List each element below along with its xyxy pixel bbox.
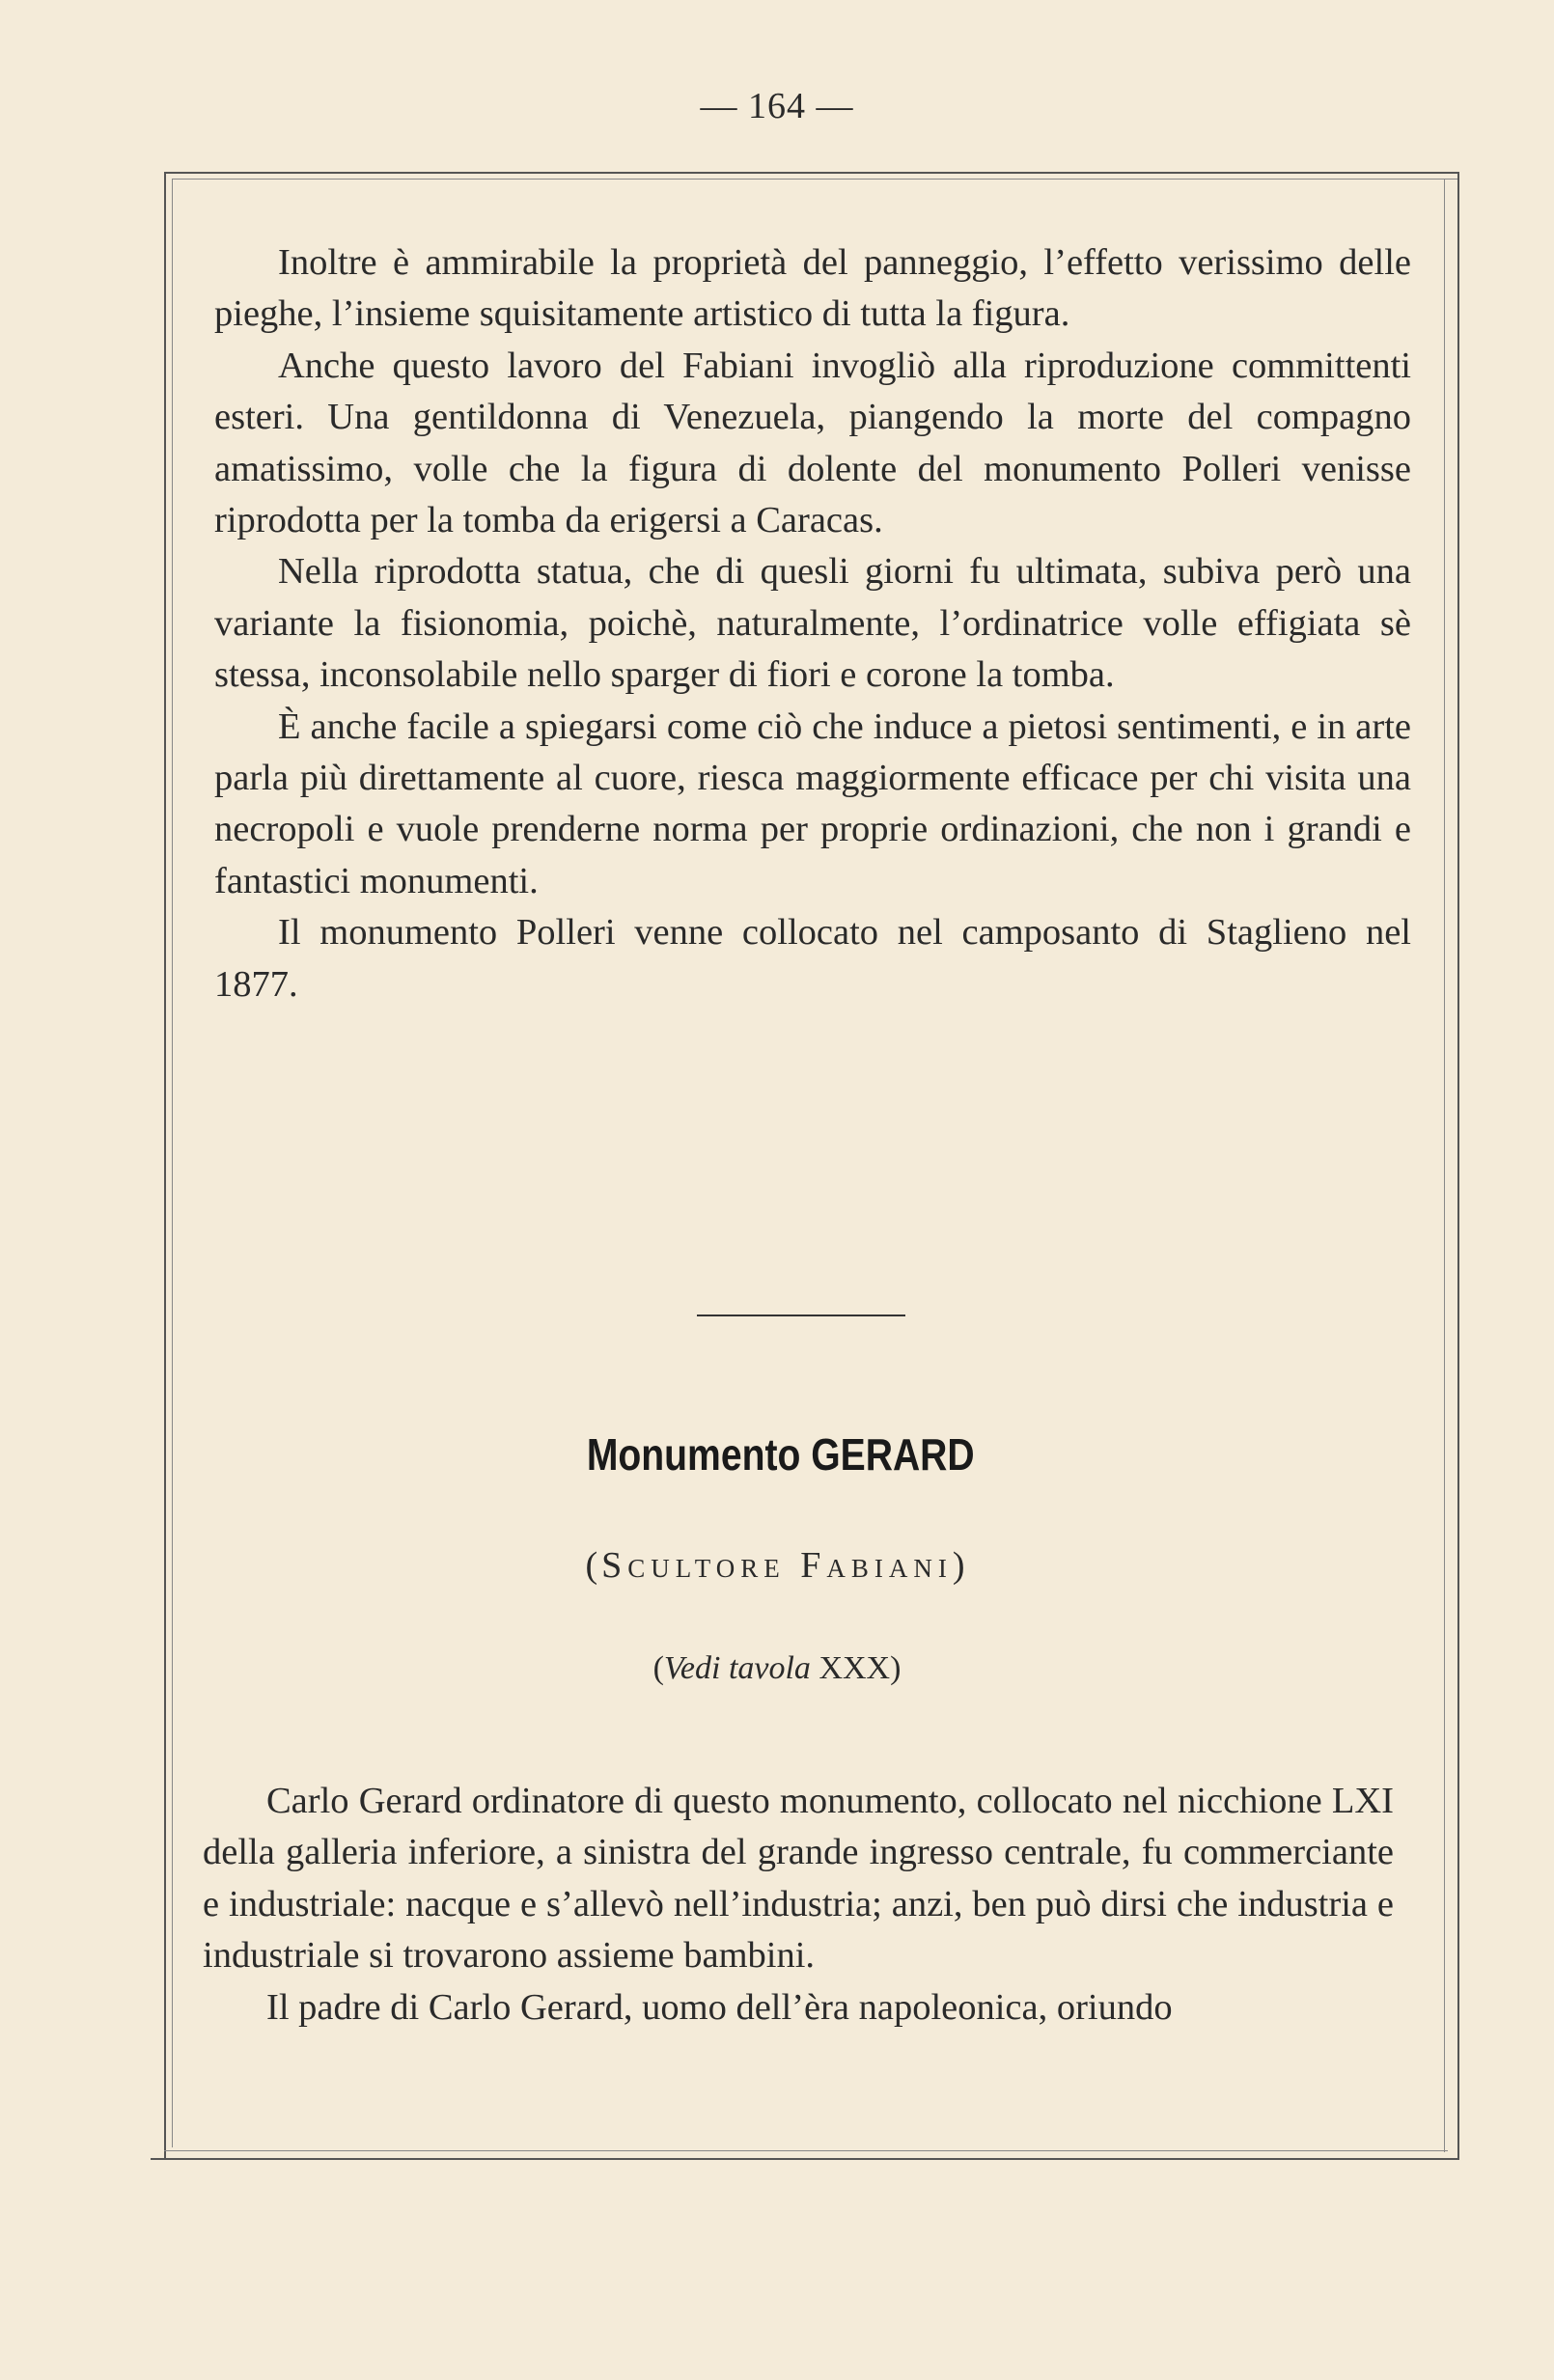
body-text-top (214, 237, 1411, 1010)
section-title: Monumento GERARD (586, 1429, 975, 1480)
paragraph: È anche facile a spiegarsi come ciò che induce a pietosi sentimenti, e in arte parla più direttamente al cuore, riesca maggiormente efficace per chi visita una necropoli e vuole prenderne norma per proprie ordinazioni, che non i grandi e fantastici monumenti. (214, 706, 1411, 901)
plate-number: XXX) (810, 1650, 902, 1686)
plate-open-paren: ( (652, 1650, 664, 1686)
frame-border-bottom-inner (164, 2150, 1448, 2151)
frame-border-right-inner (1444, 179, 1445, 2152)
frame-border-top (164, 172, 1459, 174)
subtitle-close-paren: ) (952, 1545, 969, 1586)
paragraph: Il monumento Polleri venne collocato nel camposanto di Staglieno nel 1877. (214, 912, 1411, 1005)
subtitle-open-paren: ( (585, 1545, 602, 1586)
body-text-bottom (203, 1776, 1394, 2034)
page-number: — 164 — (700, 86, 854, 126)
paragraph: Inoltre è ammirabile la proprietà del panneggio, l’effetto verissimo delle pieghe, l’insieme squisitamente artistico di tutta la figura. (214, 242, 1411, 335)
paragraph: Nella riprodotta statua, che di quesli giorni fu ultimata, subiva però una variante la fisionomia, poichè, naturalmente, l’ordinatrice volle effigiata sè stessa, inconsolabile nello sparger di fiori e corone la tomba. (214, 551, 1411, 696)
paragraph: Il padre di Carlo Gerard, uomo dell’èra napoleonica, oriundo (266, 1986, 1173, 2028)
paragraph: Anche questo lavoro del Fabiani invogliò alla riproduzione committenti esteri. Una gentildonna di Venezuela, piangendo la morte del compagno amatissimo, volle che la figura di dolente del monumento Polleri venisse riprodotta per la tomba da erigersi a Caracas. (214, 345, 1411, 541)
frame-border-left (164, 172, 166, 2158)
section-subtitle (0, 1544, 1554, 1587)
subtitle-sculptor: Scultore Fabiani (601, 1545, 953, 1586)
section-separator (697, 1315, 905, 1316)
plate-reference (0, 1650, 1554, 1687)
plate-italic-label: Vedi tavola (663, 1650, 811, 1686)
frame-border-left-inner (172, 179, 173, 2147)
paragraph: Carlo Gerard ordinatore di questo monumento, collocato nel nicchione LXI della galleria inferiore, a sinistra del grande ingresso centrale, fu commerciante e industriale: nacque e s’allevò nell’industria; anzi, ben può dirsi che industria e industriale si trovarono assieme bambini. (203, 1781, 1394, 1977)
frame-border-bottom (151, 2158, 1459, 2160)
frame-border-top-inner (172, 179, 1459, 180)
frame-border-right (1457, 172, 1459, 2160)
